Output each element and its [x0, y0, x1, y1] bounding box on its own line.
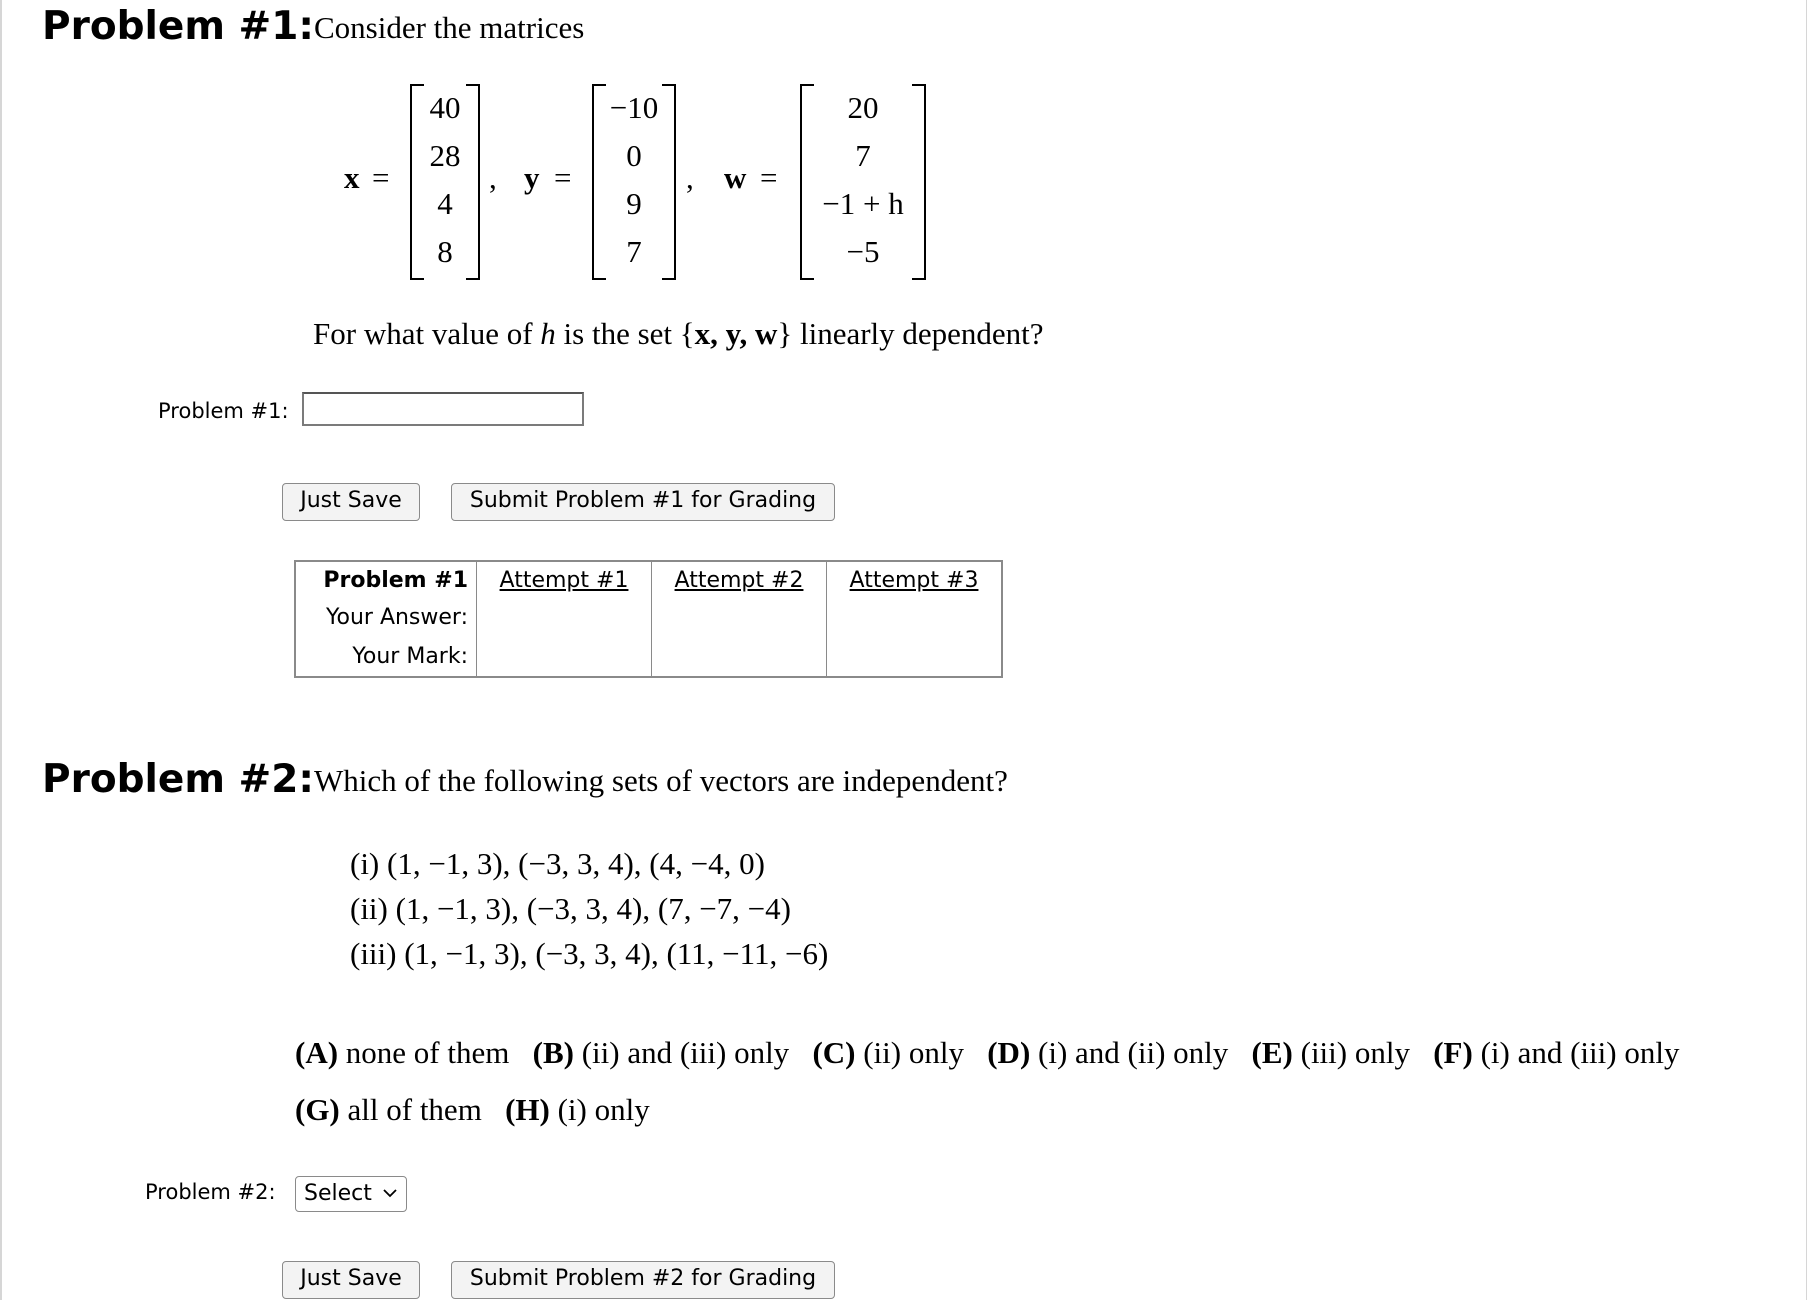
equals-sign: = — [372, 160, 390, 195]
comma: , — [489, 160, 497, 195]
chevron-down-icon — [382, 1177, 398, 1221]
question-mid: is the set { — [555, 316, 695, 351]
comma: , — [686, 160, 694, 195]
matrix-y-entry: 0 — [626, 138, 642, 173]
question-set: x, y, w — [694, 316, 778, 351]
problem1-submit-button[interactable]: Submit Problem #1 for Grading — [451, 483, 835, 521]
matrix-y-entry: 9 — [626, 186, 642, 221]
matrix-w-entry: −1 + h — [822, 186, 904, 221]
left-border — [0, 0, 2, 1300]
problem2-submit-button[interactable]: Submit Problem #2 for Grading — [451, 1261, 835, 1299]
matrix-w — [800, 84, 926, 280]
option-a-key: (A) — [295, 1035, 339, 1070]
problem1-intro: Consider the matrices — [314, 10, 585, 45]
question-prefix: For what value of — [313, 316, 541, 351]
matrix-x-entry: 40 — [429, 90, 461, 125]
option-d-text: (i) and (ii) only — [1038, 1035, 1229, 1070]
option-h-key: (H) — [505, 1092, 550, 1127]
option-b-text: (ii) and (iii) only — [581, 1035, 790, 1070]
problem1-heading: Problem #1: — [42, 4, 314, 49]
matrix-w-entry: 20 — [847, 90, 879, 125]
select-value: Select — [304, 1181, 372, 1206]
equals-sign: = — [760, 160, 778, 195]
table-cell — [477, 637, 652, 677]
option-f-text: (i) and (iii) only — [1480, 1035, 1680, 1070]
table-cell — [652, 598, 827, 637]
option-a-text: none of them — [345, 1035, 510, 1070]
question-var: h — [540, 316, 556, 351]
right-border — [1806, 0, 1807, 1300]
attempts-table — [294, 560, 1003, 678]
option-h-text: (i) only — [557, 1092, 650, 1127]
option-b-key: (B) — [532, 1035, 574, 1070]
matrix-x-entry: 28 — [429, 138, 461, 173]
matrix-x — [410, 84, 480, 280]
matrix-y — [592, 84, 676, 280]
matrix-x-entry: 4 — [437, 186, 453, 221]
option-g-key: (G) — [295, 1092, 340, 1127]
table-cell — [477, 598, 652, 637]
options-line-2 — [295, 1092, 650, 1128]
problem2-question: Which of the following sets of vectors are independent? — [314, 763, 1008, 798]
table-cell — [652, 637, 827, 677]
problem2-heading: Problem #2: — [42, 757, 314, 802]
options-line-1 — [295, 1035, 1679, 1071]
vector-set-iii: (iii) (1, −1, 3), (−3, 3, 4), (11, −11, −6) — [350, 936, 829, 971]
attempt-1-link[interactable]: Attempt #1 — [477, 561, 652, 598]
vector-x-label: x — [344, 160, 360, 195]
option-f-key: (F) — [1433, 1035, 1473, 1070]
matrix-y-entry: 7 — [626, 234, 642, 269]
vector-y-label: y — [524, 160, 540, 195]
vector-set-ii: (ii) (1, −1, 3), (−3, 3, 4), (7, −7, −4) — [350, 891, 791, 926]
vector-set-i: (i) (1, −1, 3), (−3, 3, 4), (4, −4, 0) — [350, 846, 765, 881]
table-cell — [827, 637, 1003, 677]
your-answer-label: Your Answer: — [295, 598, 477, 637]
your-mark-label: Your Mark: — [295, 637, 477, 677]
table-cell — [827, 598, 1003, 637]
table-header-problem: Problem #1 — [295, 561, 477, 598]
option-c-text: (ii) only — [863, 1035, 964, 1070]
option-c-key: (C) — [812, 1035, 856, 1070]
option-e-text: (iii) only — [1300, 1035, 1410, 1070]
matrix-w-entry: 7 — [855, 138, 871, 173]
option-e-key: (E) — [1251, 1035, 1293, 1070]
vector-w-label: w — [724, 160, 747, 195]
option-g-text: all of them — [347, 1092, 482, 1127]
matrix-w-entry: −5 — [846, 234, 880, 269]
matrix-x-entry: 8 — [437, 234, 453, 269]
problem2-answer-label: Problem #2: — [145, 1180, 276, 1204]
table-row — [295, 561, 1002, 598]
problem1-answer-input[interactable] — [302, 392, 584, 426]
table-row — [295, 598, 1002, 637]
matrix-y-entry: −10 — [609, 90, 659, 125]
option-d-key: (D) — [987, 1035, 1031, 1070]
problem1-just-save-button[interactable]: Just Save — [282, 483, 420, 521]
question-suffix: } linearly dependent? — [777, 316, 1044, 351]
attempt-3-link[interactable]: Attempt #3 — [827, 561, 1003, 598]
attempt-2-link[interactable]: Attempt #2 — [652, 561, 827, 598]
table-row — [295, 637, 1002, 677]
problem1-answer-label: Problem #1: — [158, 399, 289, 423]
problem2-just-save-button[interactable]: Just Save — [282, 1261, 420, 1299]
equals-sign: = — [554, 160, 572, 195]
problem1-question — [313, 316, 1044, 352]
problem2-answer-select[interactable] — [295, 1176, 407, 1212]
